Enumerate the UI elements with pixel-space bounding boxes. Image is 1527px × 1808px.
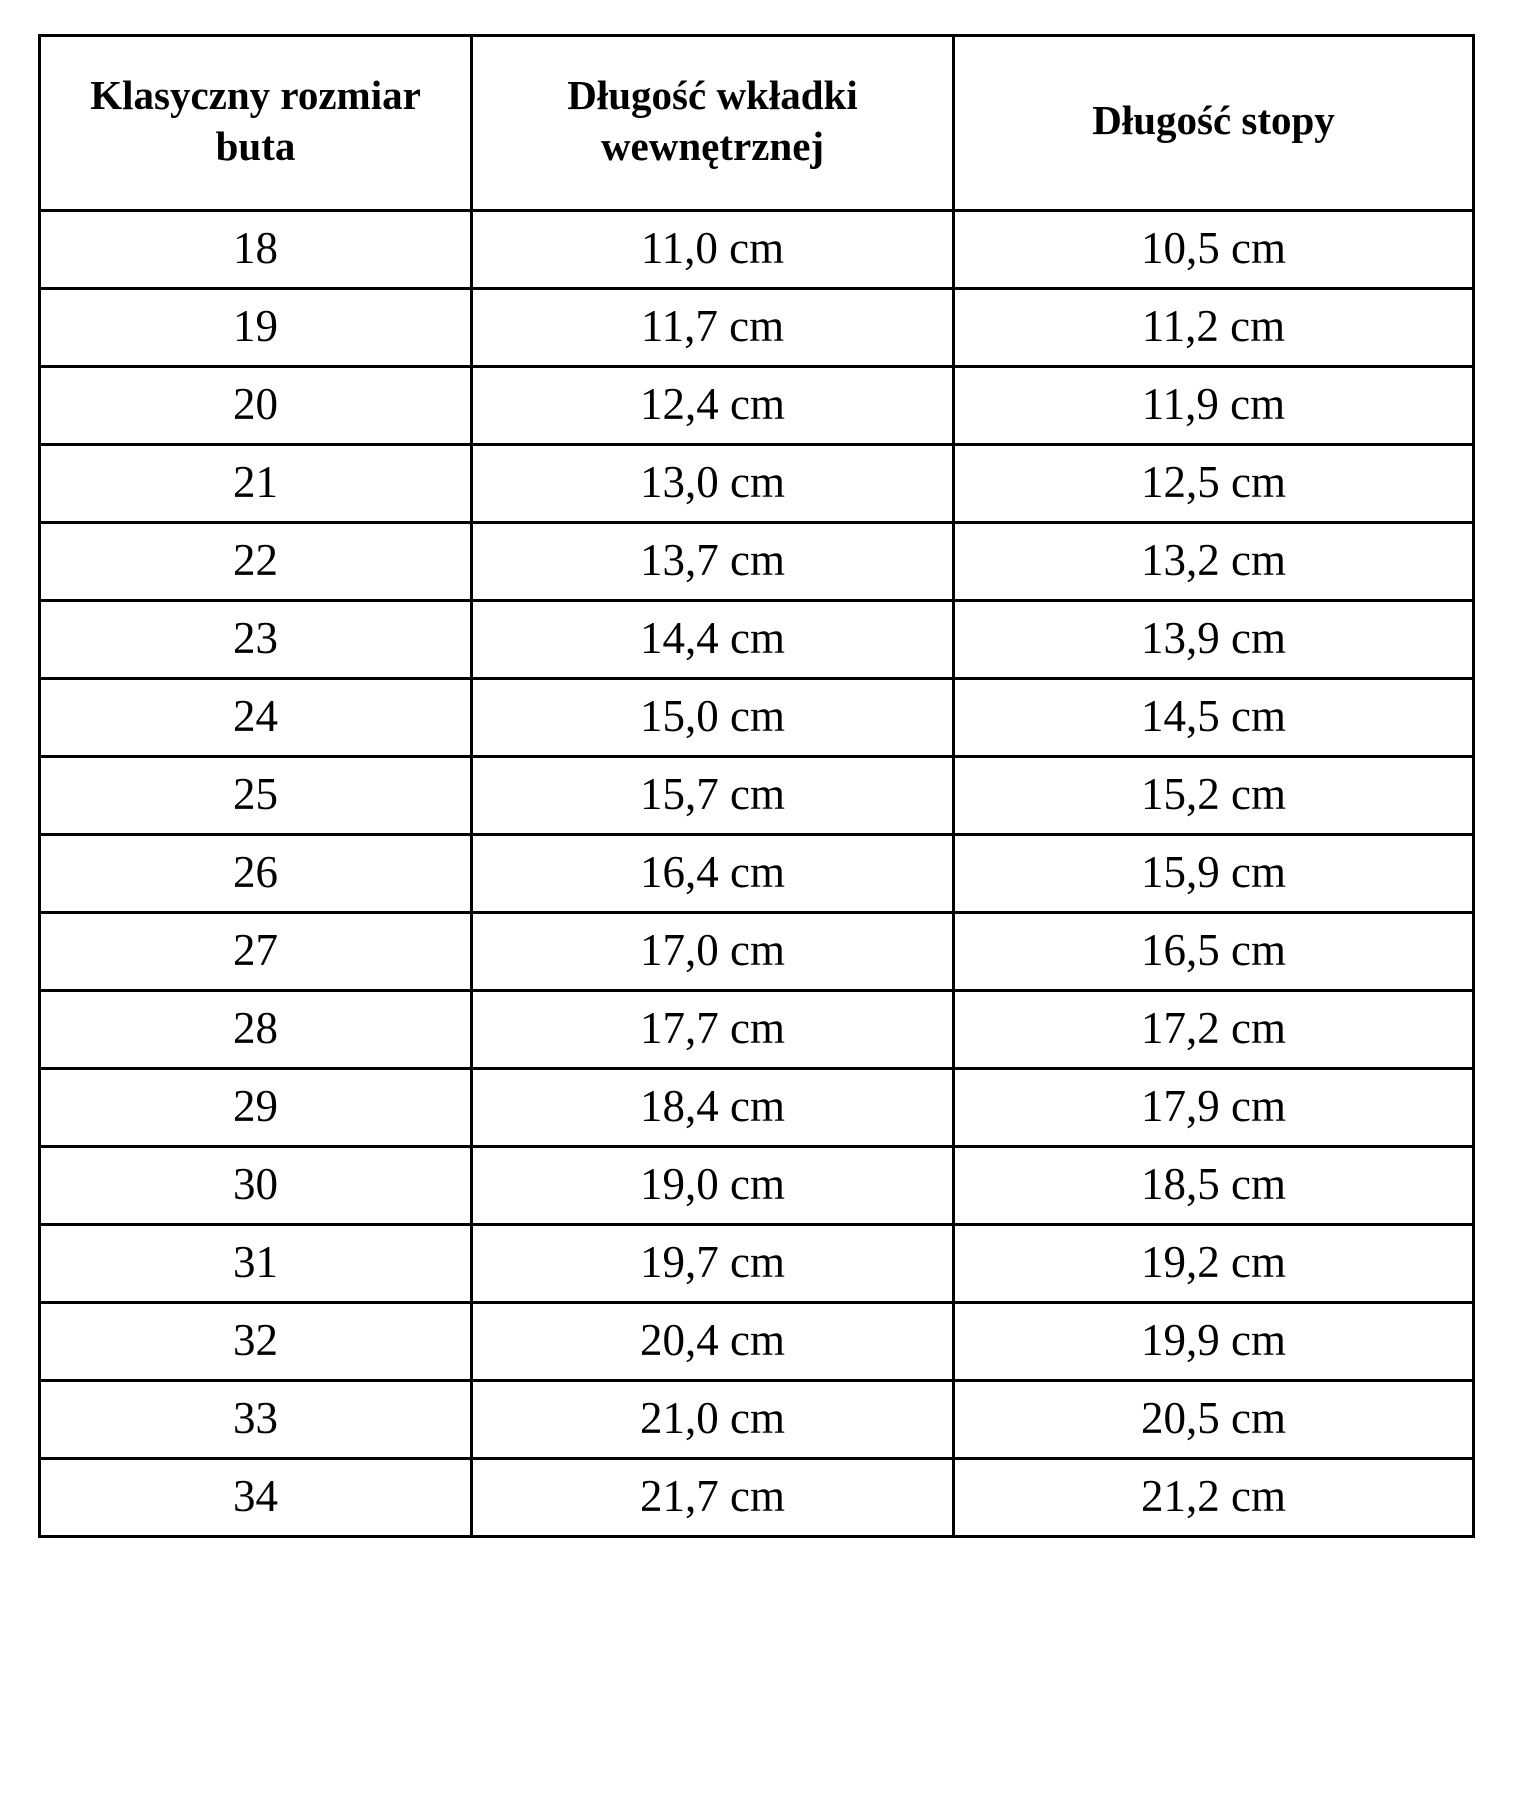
column-header-shoe-size: Klasyczny rozmiar buta [40, 36, 472, 211]
cell-insole-length: 21,7 cm [472, 1459, 954, 1537]
cell-insole-length: 11,7 cm [472, 289, 954, 367]
cell-insole-length: 21,0 cm [472, 1381, 954, 1459]
cell-insole-length: 19,0 cm [472, 1147, 954, 1225]
table-header [40, 36, 1474, 211]
cell-foot-length: 19,2 cm [954, 1225, 1474, 1303]
cell-foot-length: 10,5 cm [954, 211, 1474, 289]
cell-shoe-size: 33 [40, 1381, 472, 1459]
table-row [40, 601, 1474, 679]
table-row [40, 913, 1474, 991]
cell-foot-length: 17,9 cm [954, 1069, 1474, 1147]
cell-foot-length: 19,9 cm [954, 1303, 1474, 1381]
cell-shoe-size: 30 [40, 1147, 472, 1225]
cell-shoe-size: 26 [40, 835, 472, 913]
cell-insole-length: 18,4 cm [472, 1069, 954, 1147]
cell-insole-length: 16,4 cm [472, 835, 954, 913]
cell-foot-length: 17,2 cm [954, 991, 1474, 1069]
table-row [40, 211, 1474, 289]
table-row [40, 1459, 1474, 1537]
column-header-foot-length: Długość stopy [954, 36, 1474, 211]
cell-insole-length: 20,4 cm [472, 1303, 954, 1381]
cell-foot-length: 18,5 cm [954, 1147, 1474, 1225]
cell-foot-length: 14,5 cm [954, 679, 1474, 757]
cell-shoe-size: 20 [40, 367, 472, 445]
cell-insole-length: 12,4 cm [472, 367, 954, 445]
cell-insole-length: 17,7 cm [472, 991, 954, 1069]
cell-shoe-size: 23 [40, 601, 472, 679]
cell-foot-length: 16,5 cm [954, 913, 1474, 991]
table-row [40, 1069, 1474, 1147]
cell-foot-length: 11,2 cm [954, 289, 1474, 367]
cell-shoe-size: 24 [40, 679, 472, 757]
cell-foot-length: 12,5 cm [954, 445, 1474, 523]
cell-shoe-size: 25 [40, 757, 472, 835]
cell-insole-length: 13,0 cm [472, 445, 954, 523]
table-body [40, 211, 1474, 1537]
cell-shoe-size: 18 [40, 211, 472, 289]
cell-insole-length: 13,7 cm [472, 523, 954, 601]
cell-insole-length: 15,0 cm [472, 679, 954, 757]
cell-shoe-size: 22 [40, 523, 472, 601]
cell-insole-length: 14,4 cm [472, 601, 954, 679]
table-row [40, 289, 1474, 367]
shoe-size-table [38, 34, 1475, 1538]
cell-shoe-size: 21 [40, 445, 472, 523]
table-row [40, 835, 1474, 913]
table-row [40, 1303, 1474, 1381]
table-row [40, 367, 1474, 445]
cell-insole-length: 11,0 cm [472, 211, 954, 289]
table-row [40, 445, 1474, 523]
table-row [40, 679, 1474, 757]
cell-insole-length: 15,7 cm [472, 757, 954, 835]
cell-foot-length: 11,9 cm [954, 367, 1474, 445]
cell-foot-length: 15,2 cm [954, 757, 1474, 835]
table-row [40, 1147, 1474, 1225]
table-row [40, 991, 1474, 1069]
cell-foot-length: 13,2 cm [954, 523, 1474, 601]
cell-foot-length: 15,9 cm [954, 835, 1474, 913]
table-header-row [40, 36, 1474, 211]
cell-shoe-size: 32 [40, 1303, 472, 1381]
cell-shoe-size: 29 [40, 1069, 472, 1147]
cell-shoe-size: 19 [40, 289, 472, 367]
table-row [40, 757, 1474, 835]
cell-shoe-size: 27 [40, 913, 472, 991]
table-row [40, 523, 1474, 601]
cell-foot-length: 21,2 cm [954, 1459, 1474, 1537]
column-header-insole-length: Długość wkładki wewnętrznej [472, 36, 954, 211]
cell-foot-length: 20,5 cm [954, 1381, 1474, 1459]
cell-shoe-size: 34 [40, 1459, 472, 1537]
table-row [40, 1225, 1474, 1303]
cell-shoe-size: 28 [40, 991, 472, 1069]
cell-foot-length: 13,9 cm [954, 601, 1474, 679]
cell-insole-length: 19,7 cm [472, 1225, 954, 1303]
cell-insole-length: 17,0 cm [472, 913, 954, 991]
table-row [40, 1381, 1474, 1459]
cell-shoe-size: 31 [40, 1225, 472, 1303]
